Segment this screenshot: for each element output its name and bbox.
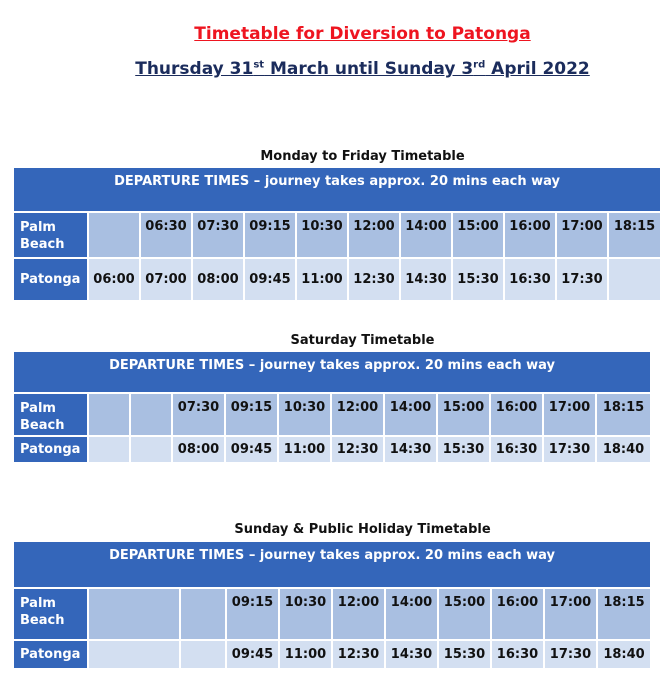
departure-time: 17:00 (543, 393, 596, 436)
date-range-subtitle (0, 59, 665, 79)
timetable-row (14, 212, 660, 258)
departure-time: 17:30 (543, 436, 596, 462)
departure-time: 16:30 (490, 436, 543, 462)
departure-time (88, 393, 130, 436)
departure-time: 12:30 (332, 640, 385, 668)
timetable-row (14, 258, 660, 300)
departure-time (88, 436, 130, 462)
timetable-row (14, 588, 650, 640)
departure-time (130, 393, 172, 436)
timetable-row (14, 436, 650, 462)
departure-time: 09:45 (225, 436, 278, 462)
departure-time: 09:15 (225, 393, 278, 436)
departure-time (88, 588, 180, 640)
departure-time: 07:30 (192, 212, 244, 258)
departure-time: 11:00 (296, 258, 348, 300)
departure-time (180, 640, 226, 668)
departure-time: 17:00 (544, 588, 597, 640)
departure-time: 10:30 (296, 212, 348, 258)
departure-time: 18:15 (608, 212, 660, 258)
departure-time: 17:00 (556, 212, 608, 258)
departure-time: 17:30 (556, 258, 608, 300)
stop-label: Patonga (14, 258, 88, 300)
saturday-timetable (14, 352, 650, 462)
departure-time: 16:00 (491, 588, 544, 640)
departure-time: 12:00 (331, 393, 384, 436)
departure-times-header: DEPARTURE TIMES – journey takes approx. 20 mins each way (14, 352, 650, 393)
departure-time: 15:00 (437, 393, 490, 436)
departure-time: 09:15 (244, 212, 296, 258)
departure-time: 12:00 (332, 588, 385, 640)
departure-time: 14:00 (400, 212, 452, 258)
timetable-row (14, 640, 650, 668)
departure-time: 16:30 (504, 258, 556, 300)
departure-time: 14:30 (400, 258, 452, 300)
departure-time (88, 640, 180, 668)
departure-time: 07:00 (140, 258, 192, 300)
departure-time (88, 212, 140, 258)
departure-times-header: DEPARTURE TIMES – journey takes approx. 20 mins each way (14, 542, 650, 588)
sunday-section-title: Sunday & Public Holiday Timetable (234, 522, 491, 537)
departure-time: 14:30 (385, 640, 438, 668)
stop-label: Patonga (14, 640, 88, 668)
weekday-section-title: Monday to Friday Timetable (260, 149, 465, 164)
subtitle-part: Thursday 31 (135, 59, 254, 79)
departure-time: 18:15 (597, 588, 650, 640)
departure-time: 16:30 (491, 640, 544, 668)
departure-time (130, 436, 172, 462)
sunday-timetable (14, 542, 650, 668)
departure-time: 10:30 (278, 393, 331, 436)
timetable-row (14, 393, 650, 436)
departure-time: 14:00 (385, 588, 438, 640)
departure-time: 15:00 (452, 212, 504, 258)
stop-label: Palm Beach (14, 393, 88, 436)
subtitle-part: March until Sunday 3 (264, 59, 474, 79)
departure-times-header: DEPARTURE TIMES – journey takes approx. 20 mins each way (14, 168, 660, 212)
departure-time: 12:30 (331, 436, 384, 462)
departure-time: 06:30 (140, 212, 192, 258)
page-title: Timetable for Diversion to Patonga (194, 24, 531, 44)
departure-time: 15:30 (452, 258, 504, 300)
departure-time: 12:00 (348, 212, 400, 258)
departure-time: 14:30 (384, 436, 437, 462)
subtitle-sup: rd (473, 59, 486, 71)
departure-time: 11:00 (279, 640, 332, 668)
departure-time: 09:15 (226, 588, 279, 640)
departure-time: 15:00 (438, 588, 491, 640)
departure-time: 08:00 (192, 258, 244, 300)
departure-time (180, 588, 226, 640)
subtitle-sup: st (253, 59, 265, 71)
stop-label: Palm Beach (14, 588, 88, 640)
departure-time: 09:45 (226, 640, 279, 668)
departure-time: 06:00 (88, 258, 140, 300)
departure-time: 15:30 (438, 640, 491, 668)
stop-label: Patonga (14, 436, 88, 462)
departure-time: 10:30 (279, 588, 332, 640)
departure-time: 16:00 (504, 212, 556, 258)
departure-time: 12:30 (348, 258, 400, 300)
departure-time: 14:00 (384, 393, 437, 436)
departure-time: 18:40 (597, 640, 650, 668)
weekday-timetable (14, 168, 660, 300)
subtitle-part: April 2022 (485, 59, 590, 79)
departure-time: 09:45 (244, 258, 296, 300)
departure-time: 15:30 (437, 436, 490, 462)
departure-time: 11:00 (278, 436, 331, 462)
departure-time (608, 258, 660, 300)
departure-time: 17:30 (544, 640, 597, 668)
stop-label: Palm Beach (14, 212, 88, 258)
departure-time: 16:00 (490, 393, 543, 436)
departure-time: 18:40 (596, 436, 650, 462)
departure-time: 18:15 (596, 393, 650, 436)
saturday-section-title: Saturday Timetable (290, 333, 435, 348)
departure-time: 08:00 (172, 436, 225, 462)
departure-time: 07:30 (172, 393, 225, 436)
